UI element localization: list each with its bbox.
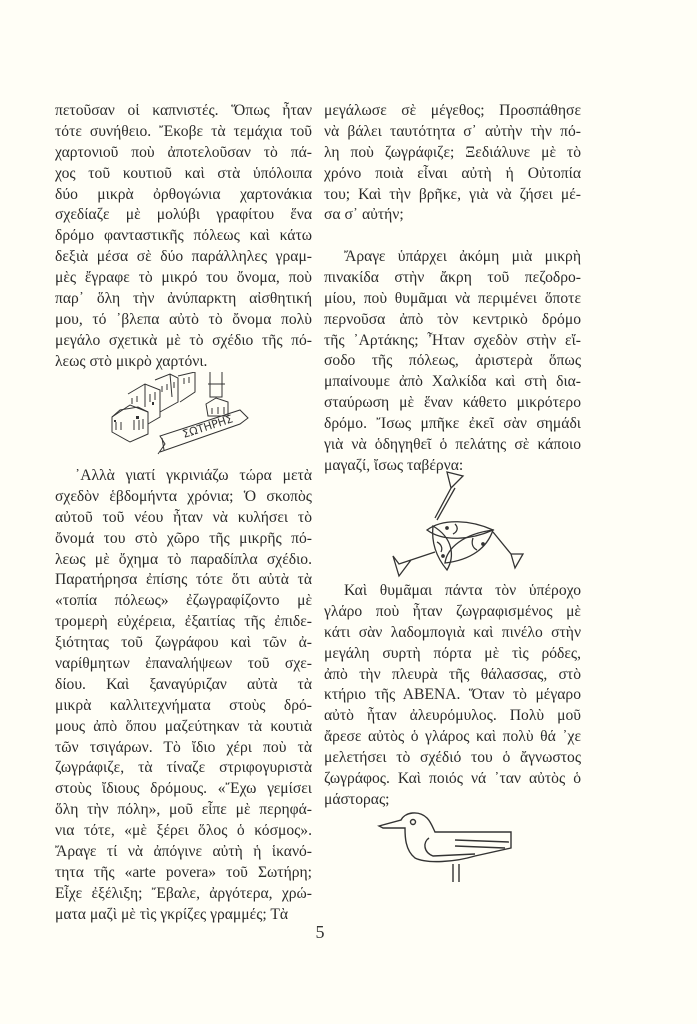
text-line: πινακίδα στὴν ἄκρη τοῦ πεζοδρο-	[324, 268, 581, 286]
fish-sketch	[375, 468, 535, 578]
text-line: τρομερὴ εὐχέρεια, ἐξαιτίας τῆς ἐπιδε-	[55, 613, 312, 631]
text-line: κτήριο τῆς ΑΒΕΝΑ. Ὅταν τὸ μέγαρο	[324, 686, 581, 704]
text-line: σοδο τῆς πόλεως, ἀριστερὰ ὅπως	[324, 352, 581, 370]
text-line: ναρίθμητων ἐπαναλήψεων τοῦ σχε-	[55, 655, 312, 673]
text-line: τῆς ᾽Αρτάκης; Ἦταν σχεδὸν στὴν εἴ-	[324, 331, 581, 349]
text-line: μαγαζί, ἴσως ταβέρνα:	[324, 456, 464, 474]
left-paragraph-1	[55, 101, 312, 373]
text-line: νὰ βάλει ταυτότητα σ᾽ αὐτὴν τὴν πό-	[324, 122, 581, 140]
text-line: ὄνομά του στὸ χῶρο τῆς μικρῆς πό-	[55, 529, 312, 547]
text-line: νια τότε, «μὲ ξέρει ὅλος ὁ κόσμος».	[55, 822, 312, 840]
text-line: τῶν τσιγάρων. Τὸ ἴδιο χέρι ποὺ τὰ	[55, 738, 312, 756]
text-line: χος τοῦ κουτιοῦ καὶ στὰ ὑπόλοιπα	[55, 164, 312, 182]
text-line: μὲς ἔγραφε τὸ μικρό του ὄνομα, ποὺ	[55, 269, 312, 287]
text-line: Ἄραγε τί νὰ ἀπόγινε αὐτὴ ἡ ἱκανό-	[55, 843, 312, 861]
text-line: μελετήσει τὸ σχέδιό του ὁ ἄγνωστος	[324, 749, 581, 767]
text-line: Καὶ θυμᾶμαι πάντα τὸν ὑπέροχο	[344, 582, 581, 599]
text-line: λεως μὲ ὄχημα τὸ παραδίπλα σχέδιο.	[55, 550, 312, 568]
text-line: μους ἀπὸ ὅπου μαζεύτηκαν τὰ κουτιὰ	[55, 717, 312, 735]
text-line: κάτι σὰν λαδομπογιὰ καὶ πινέλο στὴν	[324, 623, 581, 641]
text-line: μου, τό ᾽βλεπα αὐτὸ τὸ ὄνομα πολὺ	[55, 310, 312, 328]
text-line: ἄρεσε αὐτὸς ὁ γλάρος καὶ πολὺ θά ᾽χε	[324, 728, 581, 746]
text-line: Εἶχε ἐξέλιξη; Ἔβαλε, ἀργότερα, χρώ-	[55, 884, 312, 902]
text-line: ἀπὸ τὴν πλευρὰ τῆς θάλασσας, στὸ	[324, 665, 581, 683]
text-line: πετοῦσαν οἱ καπνιστές. Ὅπως ἦταν	[55, 102, 312, 119]
text-line: δεξιὰ μέσα σὲ δύο παράλληλες γραμ-	[55, 248, 312, 266]
text-line: αὐτοῦ τοῦ νέου ἦταν νὰ κυλήσει τὸ	[55, 508, 312, 526]
text-line: δρόμο. Ἴσως μπῆκε ἐκεῖ σὰν σημάδι	[324, 415, 581, 433]
text-line: λεως στὸ μικρὸ χαρτόνι.	[55, 352, 208, 370]
text-line: δύο μικρὰ ὀρθογώνια χαρτονάκια	[55, 185, 312, 203]
text-line: ζωγράφος. Καὶ ποιός νά ᾽ταν αὐτὸς ὁ	[324, 770, 581, 788]
text-line: δρόμο φανταστικῆς πόλεως καὶ κάτω	[55, 227, 312, 245]
text-line: του; Καὶ τὴν βρῆκε, γιὰ νὰ ζήσει μέ-	[324, 185, 581, 203]
right-paragraph-1	[324, 101, 581, 226]
text-line: μεγάλωσε σὲ μέγεθος; Προσπάθησε	[324, 102, 581, 119]
town-street-sketch	[100, 372, 250, 462]
text-line: παρ᾽ ὅλη τὴν ἀνύπαρκτη αἰσθητική	[55, 290, 312, 308]
text-line: σχεδίαζε μὲ μολύβι γραφίτου ἕνα	[55, 206, 312, 224]
text-line: μάστορας;	[324, 790, 390, 808]
text-line: σταύρωση μὲ ἕναν κάθετο μικρότερο	[324, 394, 581, 412]
text-line: μικρὰ καλλιτεχνήματα στοὺς δρό-	[55, 696, 312, 714]
text-line: σα σ᾽ αὐτήν;	[324, 206, 404, 224]
right-paragraph-3	[324, 581, 581, 811]
text-line: μεγάλη συρτὴ πόρτα μὲ τὶς ρόδες,	[324, 644, 581, 662]
text-line: «τοπία πόλεως» ἐζωγραφίζοντο μὲ	[55, 592, 312, 610]
text-line: γλάρο ποὺ ἦταν ζωγραφισμένος μὲ	[324, 602, 581, 620]
text-line: Παρατήρησα ἐπίσης τότε ὅτι αὐτὰ τὰ	[55, 571, 312, 589]
text-line: στοὺς ἴδιους δρόμους. «Ἔχω γεμίσει	[55, 780, 312, 798]
text-line: περνοῦσα ἀπὸ τὸν κεντρικὸ δρόμο	[324, 310, 581, 328]
text-line: μπαίνουμε ἀπὸ Χαλκίδα καὶ στὴ δια-	[324, 373, 581, 391]
left-paragraph-2	[55, 466, 312, 926]
text-line: σχεδὸν ἑβδομήντα χρόνια; Ὁ σκοπὸς	[55, 487, 312, 505]
text-line: λη ποὺ ζωγράφιζε; Ξεδιάλυνε μὲ τὸ	[324, 143, 581, 161]
sketch-banner-label: ΣΩΤΗΡΗΣ	[180, 412, 235, 441]
text-line: μεγάλο σχετικὰ μὲ τὸ σχέδιο τῆς πό-	[55, 331, 312, 349]
page-number: 5	[315, 922, 325, 942]
text-line: Ἄραγε ὑπάρχει ἀκόμη μιὰ μικρὴ	[344, 248, 581, 265]
seagull-sketch	[375, 800, 525, 890]
text-line: τότε συνήθειο. Ἔκοβε τὰ τεμάχια τοῦ	[55, 122, 312, 140]
text-line: χαρτονιοῦ ποὺ ἀποτελοῦσαν τὸ πά-	[55, 143, 312, 161]
text-line: τητα τῆς «arte povera» τοῦ Σωτήρη;	[55, 863, 312, 881]
text-line: ζωγράφιζε, τὰ τίναζε στριφογυριστὰ	[55, 759, 312, 777]
text-line: μίου, ποὺ θυμᾶμαι νὰ περιμένει ὅποτε	[324, 289, 581, 307]
text-line: ξιότητας τοῦ ζωγράφου καὶ τῶν ἀ-	[55, 634, 312, 652]
text-line: ματα μαζὶ μὲ τὶς γκρίζες γραμμές; Τὰ	[55, 905, 289, 923]
text-line: δίου. Καὶ ξαναγύριζαν αὐτὰ τὰ	[55, 675, 312, 693]
text-line: ὅλη τὴν πόλη», μοῦ εἶπε μὲ περηφά-	[55, 801, 312, 819]
text-line: γιὰ νὰ ὁδηγηθεῖ ὁ πελάτης σὲ κάποιο	[324, 436, 581, 454]
right-paragraph-2	[324, 247, 581, 477]
text-line: χρόνο ποιὰ εἶναι αὐτὴ ἡ Οὐτοπία	[324, 164, 581, 182]
text-line: αὐτὸ ἦταν ἀλευρόμυλος. Πολὺ μοῦ	[324, 707, 581, 725]
text-line: ᾽Αλλὰ γιατί γκρινιάζω τώρα μετὰ	[75, 467, 312, 484]
